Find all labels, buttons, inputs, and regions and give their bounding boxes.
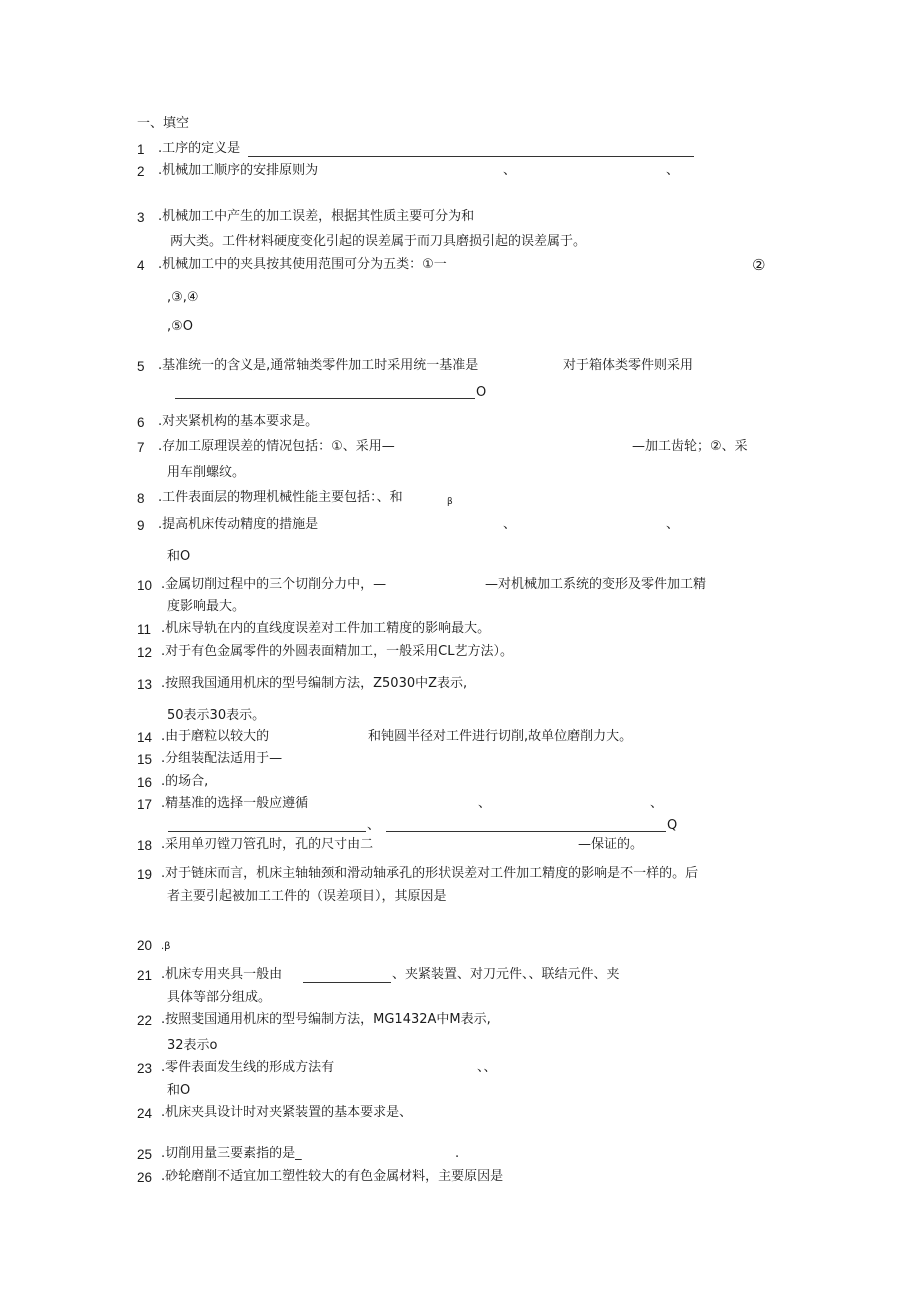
question-2-number: 2 [137, 164, 145, 179]
question-21-number: 21 [137, 968, 153, 983]
question-4-line-3: ,⑤O [167, 319, 194, 334]
question-3-line-2: 两大类。工件材料硬度变化引起的误差属于而刀具磨损引起的误差属于。 [170, 234, 587, 249]
question-11-number: 11 [137, 622, 152, 637]
question-10-right: —对机械加工系统的变形及零件加工精 [485, 577, 707, 592]
question-8-text: .工件表面层的物理机械性能主要包括：、和 [158, 490, 403, 505]
question-9-text: .提高机床传动精度的措施是 [158, 517, 319, 532]
question-7-text: .存加工原理误差的情况包括：①、采用— [158, 439, 395, 454]
question-4-number: 4 [137, 258, 145, 273]
question-3-text: .机械加工中产生的加工误差，根据其性质主要可分为和 [158, 209, 475, 224]
question-23-text: .零件表面发生线的形成方法有 [161, 1060, 335, 1075]
question-9-sep-2: 、 [666, 517, 680, 532]
question-3-number: 3 [137, 210, 145, 225]
question-4-text: .机械加工中的夹具按其使用范围可分为五类：①一 [158, 257, 447, 272]
question-25-text: .切削用量三要素指的是_ [161, 1146, 302, 1161]
question-19-number: 19 [137, 867, 153, 882]
question-16-text: .的场合, [161, 774, 209, 789]
question-5-text: .基准统一的含义是,通常轴类零件加工时采用统一基准是 [158, 358, 479, 373]
question-5-end: O [476, 385, 487, 400]
answer-line [248, 156, 694, 157]
question-9-line-2: 和O [167, 549, 191, 564]
question-14-right: 和钝圆半径对工件进行切削,故单位磨削力大。 [368, 729, 633, 744]
question-20-number: 20 [137, 938, 153, 953]
question-25-right: . [455, 1146, 460, 1161]
question-19-text: .对于链床而言，机床主轴轴颈和滑动轴承孔的形状误差对工件加工精度的影响是不一样的。后 [161, 866, 699, 881]
question-22-number: 22 [137, 1013, 153, 1028]
question-18-right: —保证的。 [578, 837, 644, 852]
question-2-sep-2: 、 [666, 163, 680, 178]
question-9-number: 9 [137, 518, 145, 533]
question-10-number: 10 [137, 578, 153, 593]
question-10-text: .金属切削过程中的三个切削分力中，— [161, 577, 387, 592]
answer-line [386, 831, 666, 832]
question-23-number: 23 [137, 1061, 153, 1076]
question-17-sep-2: 、 [650, 796, 664, 811]
question-21-text: .机床专用夹具一般由 [161, 967, 283, 982]
question-7-line-2: 用车削螺纹。 [167, 465, 246, 480]
question-11-text: .机床导轨在内的直线度误差对工件加工精度的影响最大。 [161, 621, 491, 636]
question-17-sep-1: 、 [478, 796, 492, 811]
question-13-text: .按照我国通用机床的型号编制方法，Z5030中Z表示, [161, 676, 468, 691]
question-17-line-2-sep: 、 [367, 818, 381, 833]
question-21-line-2: 具体等部分组成。 [167, 990, 272, 1005]
question-1-number: 1 [137, 142, 145, 157]
question-17-number: 17 [137, 797, 153, 812]
question-22-line-2: 32表示o [167, 1038, 218, 1053]
question-18-number: 18 [137, 838, 153, 853]
question-26-text: .砂轮磨削不适宜加工塑性较大的有色金属材料，主要原因是 [161, 1169, 504, 1184]
section-title: 一、填空 [137, 116, 190, 131]
question-16-number: 16 [137, 775, 153, 790]
question-12-text: .对于有色金属零件的外圆表面精加工，一般采用CL艺方法）。 [161, 644, 513, 659]
question-20-text: .β [161, 941, 171, 952]
question-15-text: .分组装配法适用于— [161, 751, 283, 766]
question-23-line-2: 和O [167, 1083, 191, 1098]
question-17-line-2-end: Q [667, 818, 678, 833]
question-21-right: 、夹紧装置、对刀元件、、联结元件、夹 [392, 967, 620, 982]
question-26-number: 26 [137, 1170, 153, 1185]
question-14-number: 14 [137, 730, 153, 745]
question-5-right: 对于箱体类零件则采用 [563, 358, 694, 373]
question-19-line-2: 者主要引起被加工工件的（误差项目），其原因是 [167, 889, 447, 904]
question-2-sep-1: 、 [503, 163, 517, 178]
question-2-text: .机械加工顺序的安排原则为 [158, 163, 319, 178]
question-8-number: 8 [137, 491, 145, 506]
question-1-text: .工序的定义是 [158, 141, 241, 156]
question-6-text: .对夹紧机构的基本要求是。 [158, 414, 319, 429]
answer-line [168, 831, 366, 832]
question-13-line-2: 50表示30表示。 [167, 708, 266, 723]
question-4-line-2: ,③,④ [167, 290, 199, 305]
question-8-tail: β [447, 497, 453, 507]
question-15-number: 15 [137, 752, 153, 767]
question-7-number: 7 [137, 440, 145, 455]
question-24-number: 24 [137, 1106, 153, 1121]
question-24-text: .机床夹具设计时对夹紧装置的基本要求是、 [161, 1105, 413, 1120]
question-25-number: 25 [137, 1147, 153, 1162]
question-23-right: 、、 [477, 1060, 497, 1075]
question-5-number: 5 [137, 359, 145, 374]
question-9-sep-1: 、 [503, 517, 517, 532]
question-4-right: ② [752, 256, 766, 274]
answer-line [175, 398, 475, 399]
question-10-line-2: 度影响最大。 [167, 599, 246, 614]
question-6-number: 6 [137, 415, 145, 430]
question-22-text: .按照斐国通用机床的型号编制方法，MG1432A中M表示, [161, 1012, 491, 1027]
answer-line [303, 982, 391, 983]
question-12-number: 12 [137, 645, 153, 660]
question-7-right: —加工齿轮；②、采 [632, 439, 748, 454]
question-17-text: .精基准的选择一般应遵循 [161, 796, 309, 811]
question-14-text: .由于磨粒以较大的 [161, 729, 270, 744]
question-18-text: .采用单刃镗刀管孔时，孔的尺寸由二 [161, 837, 374, 852]
question-13-number: 13 [137, 677, 153, 692]
